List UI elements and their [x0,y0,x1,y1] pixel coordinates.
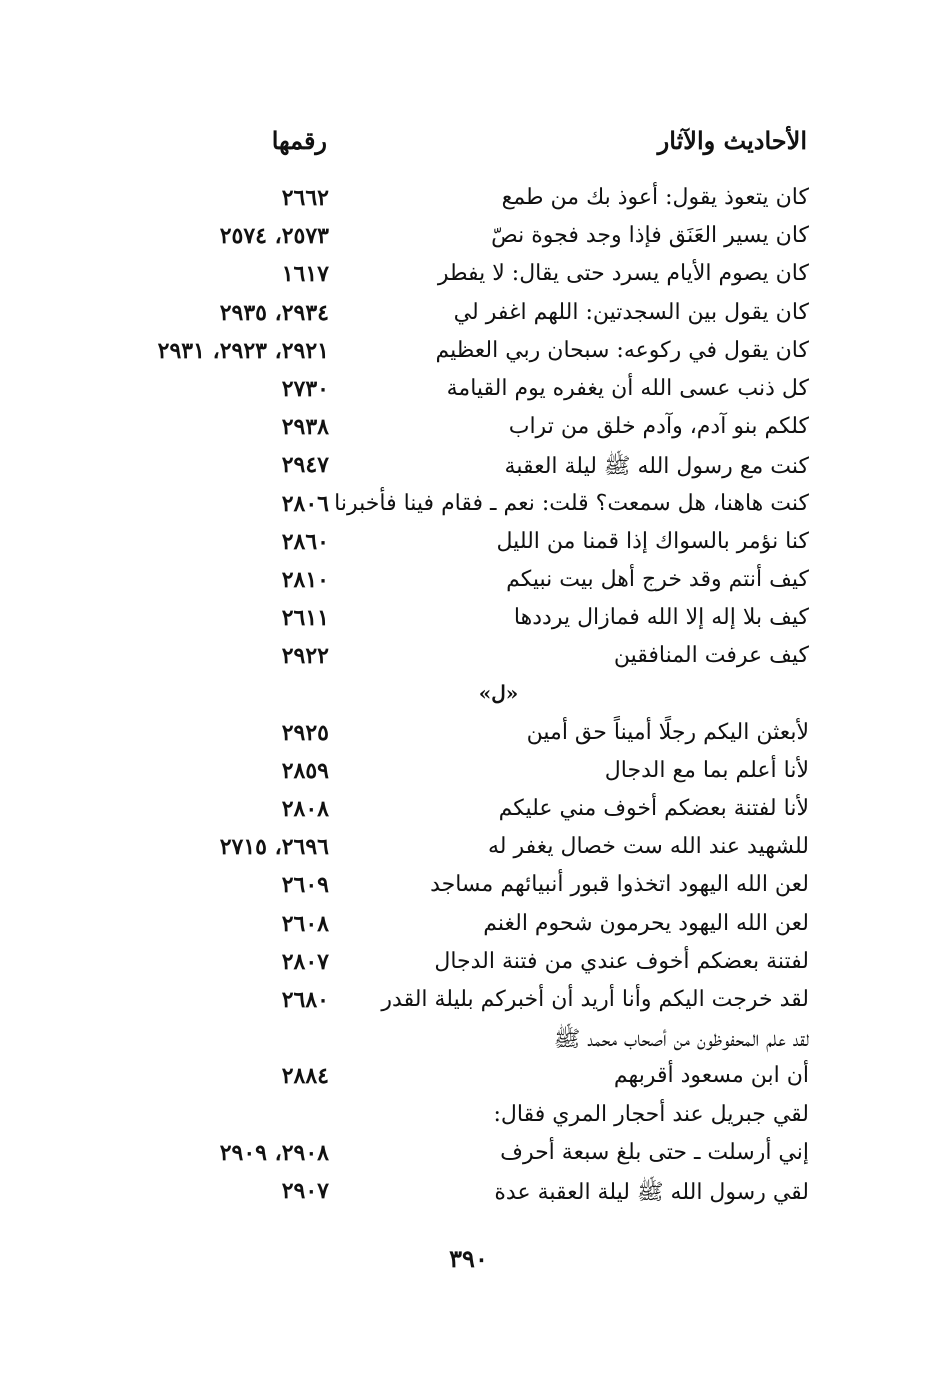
hadith-number: ٢٩٢٢ [281,643,329,670]
section-heading [0,678,937,716]
hadith-number: ٢٦١١ [281,605,329,632]
hadith-text: كنا نؤمر بالسواك إذا قمنا من الليل [496,528,809,554]
section-letter: «ل» [478,681,519,706]
hadith-text: لفتنة بعضكم أخوف عندي من فتنة الدجال [434,948,809,974]
index-row [0,220,937,258]
hadith-number: ٢٨٨٤ [281,1063,329,1090]
index-row [0,488,937,526]
index-row [0,1022,937,1060]
hadith-text: لعن الله اليهود يحرمون شحوم الغنم [483,910,809,936]
index-row [0,984,937,1022]
hadith-number: ٢٦٦٢ [281,185,329,211]
index-row [0,564,937,602]
hadith-number: ١٦١٧ [281,261,329,288]
hadith-text: كنت مع رسول الله ﷺ ليلة العقبة [504,454,809,480]
index-row [0,449,937,487]
hadith-text: لقد علم المحفوظون من أصحاب محمد ﷺ [553,1027,809,1053]
hadith-text: لقي رسول الله ﷺ ليلة العقبة عدة [494,1179,809,1205]
index-row [0,1060,937,1098]
hadith-number: ٢٩٠٨، ٢٩٠٩ [219,1139,329,1166]
hadith-text: لعن الله اليهود اتخذوا قبور أنبيائهم مساجد [430,872,809,898]
index-row [0,946,937,984]
hadith-text: كنت هاهنا، هل سمعت؟ قلت: نعم ـ فقام فينا فأخبرنا [334,490,809,516]
index-row [0,640,937,678]
index-row [0,1099,937,1137]
hadith-number: ٢٦٨٠ [281,986,329,1013]
hadith-number: ٢٦٠٨ [281,910,329,937]
index-row [0,411,937,449]
index-row [0,602,937,640]
index-row [0,297,937,335]
hadith-number: ٢٨٠٧ [281,948,329,975]
hadith-text: لأنا لفتنة بعضكم أخوف مني عليكم [498,796,809,821]
hadith-number: ٢٨٥٩ [281,757,329,784]
index-row [0,182,937,220]
hadith-text: إني أرسلت ـ حتى بلغ سبعة أحرف [500,1139,809,1165]
hadith-text: كان يقول في ركوعه: سبحان ربي العظيم [435,337,809,363]
hadith-number: ٢٩٤٧ [281,452,329,479]
index-row [0,793,937,831]
index-row [0,869,937,907]
index-row [0,258,937,296]
index-list [0,182,937,1213]
index-row [0,335,937,373]
hadith-text: كيف بلا إله إلا الله فمازال يرددها [513,605,809,631]
hadith-text: أن ابن مسعود أقربهم [613,1063,809,1089]
hadith-number: ٢٧٣٠ [281,375,329,402]
hadith-text: كل ذنب عسى الله أن يغفره يوم القيامة [446,375,809,401]
page-number: ٣٩٠ [449,1244,488,1273]
hadith-number: ٢٦٩٦، ٢٧١٥ [219,834,329,861]
index-row [0,831,937,869]
hadith-text: كيف أنتم وقد خرج أهل بيت نبيكم [506,566,809,592]
index-row [0,1137,937,1175]
hadith-number: ٢٩٣٤، ٢٩٣٥ [219,299,329,326]
hadith-text: للشهيد عند الله ست خصال يغفر له [487,834,809,860]
hadith-text: كان يسير العَنَق فإذا وجد فجوة نصّ [491,223,809,249]
hadith-number: ٢٨٦٠ [281,528,329,555]
hadith-number: ٢٩٢١، ٢٩٢٣، ٢٩٣١ [157,337,329,364]
index-row [0,908,937,946]
column-title-number: رقمها [271,126,327,155]
index-row [0,1175,937,1213]
hadith-number: ٢٩٠٧ [281,1177,329,1204]
hadith-text: لقد خرجت اليكم وأنا أريد أن أخبركم بليلة القدر [381,986,809,1012]
hadith-number: ٢٩٢٥ [281,719,329,746]
column-title-hadith: الأحاديث والآثار [657,126,807,155]
index-row [0,755,937,793]
hadith-number: ٢٨١٠ [281,566,329,593]
hadith-text: كان يقول بين السجدتين: اللهم اغفر لي [453,299,809,325]
hadith-text: كان يصوم الأيام يسرد حتى يقال: لا يفطر [437,261,809,287]
index-row [0,717,937,755]
hadith-number: ٢٨٠٨ [281,796,329,822]
hadith-text: كيف عرفت المنافقين [613,643,809,669]
index-row [0,526,937,564]
hadith-text: لأنا أعلم بما مع الدجال [604,757,809,783]
hadith-number: ٢٨٠٦ [281,490,329,517]
hadith-number: ٢٥٧٣، ٢٥٧٤ [219,223,329,250]
index-row [0,373,937,411]
hadith-text: كان يتعوذ يقول: أعوذ بك من طمع [501,185,809,210]
hadith-number: ٢٩٣٨ [281,414,329,441]
hadith-text: لأبعثن اليكم رجلًا أميناً حق أمين [526,719,809,745]
hadith-number: ٢٦٠٩ [281,872,329,899]
hadith-text: كلكم بنو آدم، وآدم خلق من تراب [508,414,809,440]
index-header [0,126,937,162]
hadith-text: لقي جبريل عند أحجار المري فقال: [493,1101,809,1127]
